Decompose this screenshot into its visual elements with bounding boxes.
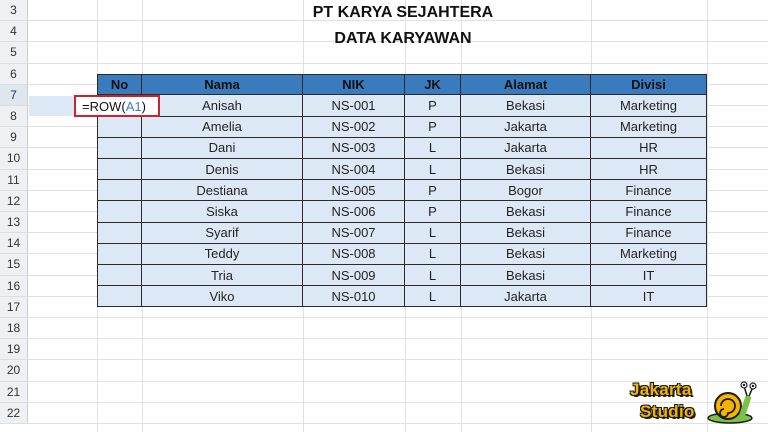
table-cell-divisi[interactable]: Finance [591, 201, 707, 222]
row-header[interactable]: 14 [0, 233, 28, 254]
table-cell-divisi[interactable]: IT [591, 265, 707, 286]
row-header[interactable]: 20 [0, 360, 28, 381]
logo-line1: Jakarta [630, 380, 692, 399]
formula-suffix: ) [141, 98, 146, 114]
table-cell-nama[interactable]: Amelia [142, 117, 303, 138]
row-header[interactable]: 15 [0, 254, 28, 275]
formula-prefix: =ROW( [82, 98, 126, 114]
table-cell-jk[interactable]: L [405, 159, 461, 180]
table-cell-jk[interactable]: L [405, 286, 461, 307]
column-header-divisi[interactable]: Divisi [591, 74, 707, 95]
table-cell-divisi[interactable]: Marketing [591, 244, 707, 265]
row-header[interactable]: 7 [0, 85, 28, 106]
table-cell-alamat[interactable]: Jakarta [461, 286, 591, 307]
table-cell-divisi[interactable]: Finance [591, 180, 707, 201]
table-cell-jk[interactable]: L [405, 244, 461, 265]
row-header[interactable]: 19 [0, 339, 28, 360]
row-header[interactable]: 21 [0, 382, 28, 403]
row-header[interactable]: 10 [0, 148, 28, 169]
row-header[interactable]: 5 [0, 42, 28, 63]
table-cell-nama[interactable]: Siska [142, 201, 303, 222]
table-cell-jk[interactable]: L [405, 138, 461, 159]
table-cell-jk[interactable]: P [405, 95, 461, 116]
table-cell-nama[interactable]: Tria [142, 265, 303, 286]
column-header-nama[interactable]: Nama [142, 74, 303, 95]
row-header[interactable]: 9 [0, 127, 28, 148]
table-cell-alamat[interactable]: Bogor [461, 180, 591, 201]
table-cell-nama[interactable]: Teddy [142, 244, 303, 265]
row-header[interactable]: 13 [0, 212, 28, 233]
row-header[interactable]: 17 [0, 297, 28, 318]
table-cell-no[interactable] [97, 223, 142, 244]
column-gridline [707, 0, 708, 432]
table-cell-divisi[interactable]: HR [591, 159, 707, 180]
table-cell-nama[interactable]: Destiana [142, 180, 303, 201]
jakarta-studio-logo [626, 378, 758, 426]
table-cell-jk[interactable]: P [405, 201, 461, 222]
table-cell-nama[interactable]: Viko [142, 286, 303, 307]
row-header[interactable]: 3 [0, 0, 28, 21]
table-cell-divisi[interactable]: Marketing [591, 95, 707, 116]
table-cell-nik[interactable]: NS-009 [303, 265, 405, 286]
logo-line2: Studio [640, 402, 695, 421]
table-cell-alamat[interactable]: Jakarta [461, 138, 591, 159]
table-cell-alamat[interactable]: Bekasi [461, 244, 591, 265]
column-header-alamat[interactable]: Alamat [461, 74, 591, 95]
table-cell-no[interactable] [97, 286, 142, 307]
row-gridline [28, 63, 768, 64]
table-cell-divisi[interactable]: IT [591, 286, 707, 307]
table-cell-nik[interactable]: NS-001 [303, 95, 405, 116]
table-cell-divisi[interactable]: HR [591, 138, 707, 159]
sheet-subtitle: DATA KARYAWAN [334, 30, 472, 47]
table-cell-alamat[interactable]: Bekasi [461, 201, 591, 222]
table-cell-nama[interactable]: Dani [142, 138, 303, 159]
table-cell-nama[interactable]: Denis [142, 159, 303, 180]
table-cell-jk[interactable]: L [405, 223, 461, 244]
table-cell-no[interactable] [97, 265, 142, 286]
column-header-nik[interactable]: NIK [303, 74, 405, 95]
company-title: PT KARYA SEJAHTERA [312, 4, 494, 21]
table-cell-jk[interactable]: P [405, 180, 461, 201]
table-cell-no[interactable] [97, 159, 142, 180]
table-cell-no[interactable] [97, 180, 142, 201]
table-cell-alamat[interactable]: Bekasi [461, 95, 591, 116]
table-cell-nik[interactable]: NS-004 [303, 159, 405, 180]
table-cell-jk[interactable]: L [405, 265, 461, 286]
active-cell-formula[interactable] [74, 95, 160, 117]
row-gridline [28, 317, 768, 318]
table-cell-no[interactable] [97, 244, 142, 265]
formula-cell-ref: A1 [125, 98, 142, 114]
table-cell-jk[interactable]: P [405, 117, 461, 138]
row-header[interactable]: 8 [0, 106, 28, 127]
snail-icon [706, 378, 758, 426]
table-cell-nama[interactable]: Anisah [142, 95, 303, 116]
table-cell-nik[interactable]: NS-006 [303, 201, 405, 222]
column-header-no[interactable]: No [97, 74, 142, 95]
table-cell-divisi[interactable]: Marketing [591, 117, 707, 138]
row-header[interactable]: 4 [0, 21, 28, 42]
row-header[interactable]: 12 [0, 191, 28, 212]
table-cell-no[interactable] [97, 117, 142, 138]
table-cell-nik[interactable]: NS-005 [303, 180, 405, 201]
table-cell-nik[interactable]: NS-003 [303, 138, 405, 159]
table-cell-divisi[interactable]: Finance [591, 223, 707, 244]
row-header[interactable]: 6 [0, 64, 28, 85]
row-gridline [28, 338, 768, 339]
table-cell-no[interactable] [97, 138, 142, 159]
column-header-jk[interactable]: JK [405, 74, 461, 95]
row-header[interactable]: 11 [0, 170, 28, 191]
table-cell-alamat[interactable]: Bekasi [461, 223, 591, 244]
table-cell-nik[interactable]: NS-010 [303, 286, 405, 307]
table-cell-alamat[interactable]: Jakarta [461, 117, 591, 138]
table-cell-nama[interactable]: Syarif [142, 223, 303, 244]
table-cell-nik[interactable]: NS-002 [303, 117, 405, 138]
table-cell-alamat[interactable]: Bekasi [461, 265, 591, 286]
table-cell-nik[interactable]: NS-008 [303, 244, 405, 265]
table-cell-alamat[interactable]: Bekasi [461, 159, 591, 180]
row-header[interactable]: 18 [0, 318, 28, 339]
row-header[interactable]: 22 [0, 403, 28, 424]
table-cell-no[interactable] [97, 201, 142, 222]
table-cell-nik[interactable]: NS-007 [303, 223, 405, 244]
row-header[interactable]: 16 [0, 276, 28, 297]
row-gridline [28, 359, 768, 360]
